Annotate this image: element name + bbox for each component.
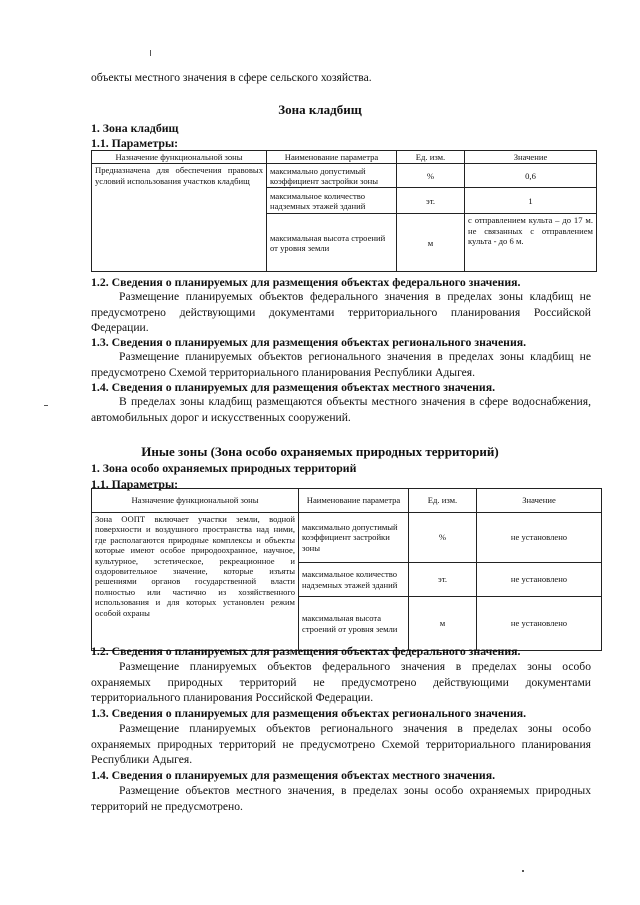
header-cell: Ед. изм.: [409, 489, 477, 513]
header-cell: Ед. изм.: [397, 151, 465, 164]
unit-cell: эт.: [397, 188, 465, 214]
param-cell: максимальная высота строений от уровня земли: [267, 214, 397, 272]
top-line: объекты местного значения в сфере сельского хозяйства.: [91, 71, 372, 84]
protected-heading-1-3: 1.3. Сведения о планируемых для размещения объектах регионального значения.: [91, 706, 527, 720]
value-cell: не установлено: [477, 597, 602, 651]
value-cell: не установлено: [477, 563, 602, 597]
cemetery-heading-1: 1. Зона кладбищ: [91, 121, 179, 135]
param-cell: максимальное количество надземных этажей зданий: [299, 563, 409, 597]
cemetery-heading-1-3: 1.3. Сведения о планируемых для размещения объектах регионального значения.: [91, 335, 527, 349]
cemetery-heading-1-4: 1.4. Сведения о планируемых для размещения объектах местного значения.: [91, 380, 496, 394]
protected-paragraph-1-3: Размещение планируемых объектов регионального значения в пределах зоны особо охраняемых природных территорий не предусмотрено Схемой территориального планирования Республики Адыгея.: [91, 722, 591, 766]
zone-purpose-cell: Зона ООПТ включает участки земли, водной поверхности и воздушного пространства над ними, где располагаются природные комплексы и объекты которые имеют особое природоохранное, научное, культурное, эстетическое, рекреационное и оздоровительное значение, которые изъяты решениями органов государственной власти полностью или частично из хозяйственного использования и для которых установлен режим особой охраны: [92, 513, 299, 651]
cemetery-paragraph-1-4: В пределах зоны кладбищ размещаются объекты местного значения в сфере водоснабжения, автомобильных дорог и искусственных сооружений.: [91, 395, 591, 424]
param-cell: максимально допустимый коэффициент застройки зоны: [267, 164, 397, 188]
table-row: [92, 164, 597, 188]
header-cell: Наименование параметра: [299, 489, 409, 513]
protected-paragraph-1-4: Размещение объектов местного значения, в пределах зоны особо охраняемых природных территорий не предусмотрено.: [91, 784, 591, 813]
param-cell: максимальное количество надземных этажей зданий: [267, 188, 397, 214]
unit-cell: эт.: [409, 563, 477, 597]
table-header-row: [92, 489, 602, 513]
header-cell: Наименование параметра: [267, 151, 397, 164]
scan-mark: [150, 50, 151, 56]
protected-paragraph-1-2: Размещение планируемых объектов федерального значения в пределах зоны особо охраняемых природных территорий не предусмотрено действующими документами территориального планирования Российской Федерации.: [91, 660, 591, 704]
unit-cell: %: [409, 513, 477, 563]
zone-purpose-cell: Предназначена для обеспечения правовых условий использования участков кладбищ: [92, 164, 267, 272]
protected-heading-1-2: 1.2. Сведения о планируемых для размещения объектах федерального значения.: [91, 644, 521, 658]
cemetery-paragraph-1-2: Размещение планируемых объектов федерального значения в пределах зоны кладбищ не предусмотрено действующими документами территориального планирования Российской Федерации.: [91, 290, 591, 334]
unit-cell: м: [397, 214, 465, 272]
cemetery-heading-1-2: 1.2. Сведения о планируемых для размещения объектах федерального значения.: [91, 275, 521, 289]
header-cell: Значение: [465, 151, 597, 164]
header-cell: Значение: [477, 489, 602, 513]
protected-title: Иные зоны (Зона особо охраняемых природных территорий): [141, 444, 499, 459]
cemetery-heading-1-1: 1.1. Параметры:: [91, 136, 179, 150]
scan-mark: [44, 405, 48, 406]
cemetery-paragraph-1-3: Размещение планируемых объектов регионального значения в пределах зоны кладбищ не предусмотрено Схемой территориального планирования Республики Адыгея.: [91, 350, 591, 379]
scan-mark: [522, 870, 524, 872]
unit-cell: %: [397, 164, 465, 188]
cemetery-title: Зона кладбищ: [278, 102, 362, 117]
table-row: [92, 513, 602, 563]
protected-heading-1: 1. Зона особо охраняемых природных территорий: [91, 461, 357, 475]
header-cell: Назначение функциональной зоны: [92, 489, 299, 513]
header-cell: Назначение функциональной зоны: [92, 151, 267, 164]
value-cell: не установлено: [477, 513, 602, 563]
value-cell: с отправлением культа – до 17 м. не связанных с отправлением культа - до 6 м.: [465, 214, 597, 272]
value-cell: 1: [465, 188, 597, 214]
protected-params-table: [91, 488, 602, 651]
protected-heading-1-1: 1.1. Параметры:: [91, 477, 179, 491]
cemetery-params-table: [91, 150, 597, 272]
param-cell: максимально допустимый коэффициент застройки зоны: [299, 513, 409, 563]
protected-heading-1-4: 1.4. Сведения о планируемых для размещения объектах местного значения.: [91, 768, 496, 782]
table-header-row: [92, 151, 597, 164]
value-cell: 0,6: [465, 164, 597, 188]
param-cell: максимальная высота строений от уровня земли: [299, 597, 409, 651]
unit-cell: м: [409, 597, 477, 651]
